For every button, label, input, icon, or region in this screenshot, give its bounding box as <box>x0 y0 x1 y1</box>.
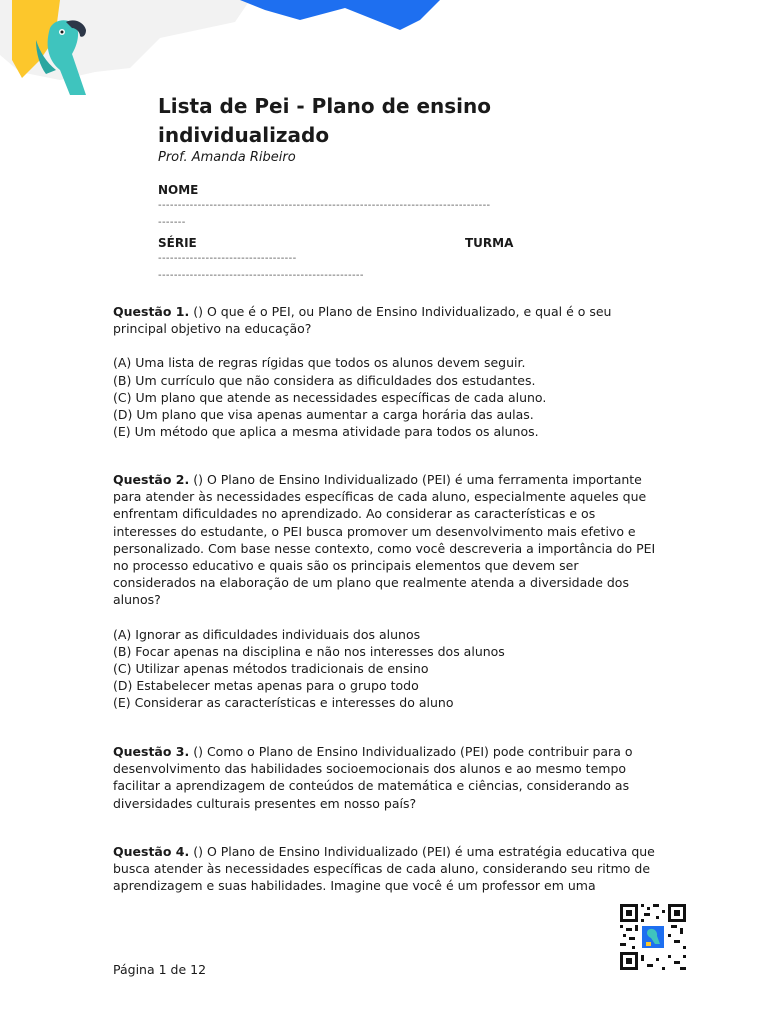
option-a: (A) Uma lista de regras rígidas que todos os alunos devem seguir. <box>113 355 526 371</box>
option-b: (B) Um currículo que não considera as dificuldades dos estudantes. <box>113 372 536 388</box>
header-decoration <box>0 0 768 100</box>
question-4-label: Questão 4. <box>113 844 190 859</box>
option-e: (E) Considerar as características e interesses do aluno <box>113 695 454 711</box>
question-1 <box>113 303 658 440</box>
question-4-stem <box>113 843 658 895</box>
question-1-options <box>113 354 658 440</box>
option-d: (D) Estabelecer metas apenas para o grupo todo <box>113 678 419 694</box>
question-1-text: () O que é o PEI, ou Plano de Ensino Individualizado, e qual é o seu principal objetivo na educação? <box>113 304 612 337</box>
question-3-label: Questão 3. <box>113 744 190 759</box>
nome-label: NOME <box>158 183 199 197</box>
document-title: Lista de Pei - Plano de ensino individualizado <box>158 94 492 147</box>
option-c: (C) Um plano que atende as necessidades específicas de cada aluno. <box>113 389 547 405</box>
question-4 <box>113 843 658 895</box>
document-author: Prof. Amanda Ribeiro <box>158 150 296 165</box>
question-3-text: () Como o Plano de Ensino Individualizado (PEI) pode contribuir para o desenvolvimento das habilidades socioemocionais dos alunos e ao mesmo tempo facilitar a aprendizagem de conteúdos de matemática e ciências, considerando as diversidades culturais presentes em nosso país? <box>113 744 633 811</box>
question-2-stem <box>113 471 658 609</box>
option-b: (B) Focar apenas na disciplina e não nos interesses dos alunos <box>113 643 505 659</box>
question-3-stem <box>113 743 658 812</box>
question-2-text: () O Plano de Ensino Individualizado (PEI) é uma ferramenta importante para atender às necessidades específicas de cada aluno, especialmente aqueles que enfrentam dificuldades no aprendizado. Ao considerar as características e os interesses do estudante, o PEI busca promover um desenvolvimento mais efetivo e personalizado. Com base nesse contexto, como você descreveria a importância do PEI no processo educativo e quais são os principais elementos que devem ser considerados na elaboração de um plano que realmente atenda a diversidade dos alunos? <box>113 472 656 608</box>
option-e: (E) Um método que aplica a mesma atividade para todos os alunos. <box>113 424 539 440</box>
question-1-stem <box>113 303 658 337</box>
option-a: (A) Ignorar as dificuldades individuais dos alunos <box>113 626 421 642</box>
nome-line: ------------------------------------------------------------------------------------ <box>158 200 491 211</box>
title-block <box>158 92 658 166</box>
page-number: Página 1 de 12 <box>113 962 207 977</box>
serie-line: ----------------------------------- <box>158 253 297 264</box>
question-2-options <box>113 626 658 712</box>
question-2 <box>113 471 658 712</box>
question-4-text: () O Plano de Ensino Individualizado (PEI) é uma estratégia educativa que busca atender às necessidades específicas de cada aluno, considerando seu ritmo de aprendizagem e suas habilidades. Imagine que você é um professor em uma <box>113 844 655 894</box>
question-3 <box>113 743 658 812</box>
turma-label: TURMA <box>465 236 514 250</box>
turma-line: ---------------------------------------------------- <box>158 270 364 281</box>
option-c: (C) Utilizar apenas métodos tradicionais de ensino <box>113 661 429 677</box>
nome-line-continued: ------- <box>158 217 186 228</box>
serie-label: SÉRIE <box>158 236 197 250</box>
qr-code-icon <box>620 904 686 970</box>
question-1-label: Questão 1. <box>113 304 190 319</box>
question-2-label: Questão 2. <box>113 472 190 487</box>
option-d: (D) Um plano que visa apenas aumentar a carga horária das aulas. <box>113 407 534 423</box>
